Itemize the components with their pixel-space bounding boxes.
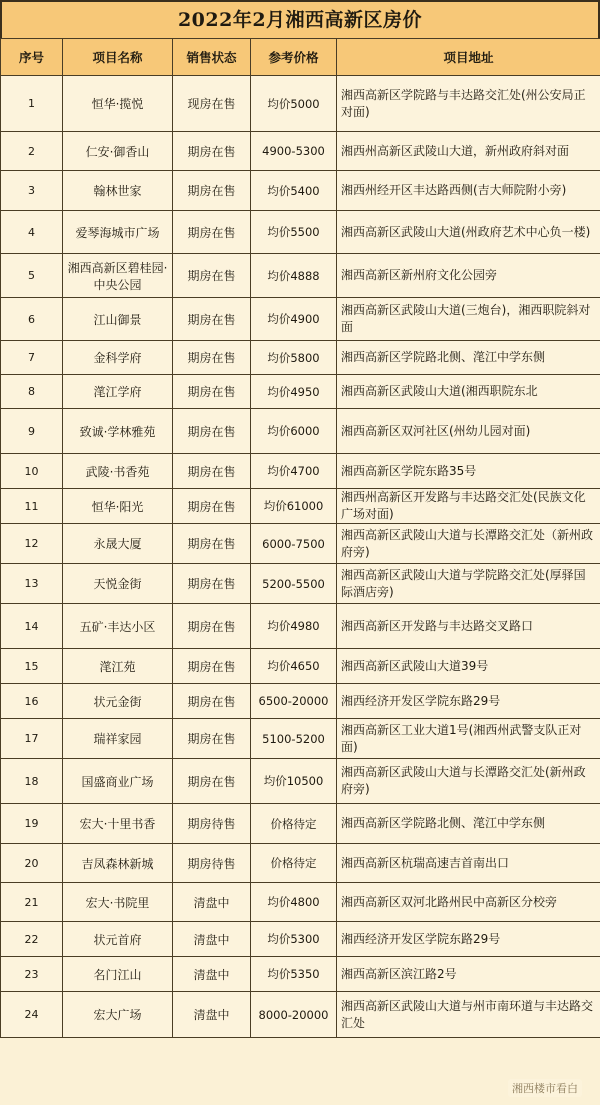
row-number: 8 — [1, 375, 63, 409]
table-row — [1, 719, 600, 759]
sales-status: 期房在售 — [173, 564, 251, 604]
project-address: 湘西高新区武陵山大道(州政府艺术中心负一楼) — [337, 211, 600, 254]
project-name: 天悦金街 — [63, 564, 173, 604]
reference-price: 均价4800 — [251, 883, 337, 922]
project-name: 国盛商业广场 — [63, 759, 173, 804]
row-number: 2 — [1, 132, 63, 171]
sales-status: 期房在售 — [173, 132, 251, 171]
row-number: 6 — [1, 298, 63, 341]
project-address: 湘西高新区学院东路35号 — [337, 454, 600, 489]
table-row — [1, 922, 600, 957]
project-name: 状元金街 — [63, 684, 173, 719]
sales-status: 期房在售 — [173, 341, 251, 375]
project-name: 宏大·书院里 — [63, 883, 173, 922]
project-name: 永晟大厦 — [63, 524, 173, 564]
row-number: 19 — [1, 804, 63, 844]
table-row — [1, 883, 600, 922]
table-row — [1, 684, 600, 719]
table-row — [1, 298, 600, 341]
project-name: 仁安·御香山 — [63, 132, 173, 171]
sales-status: 期房在售 — [173, 719, 251, 759]
project-name: 宏大·十里书香 — [63, 804, 173, 844]
project-address: 湘西高新区武陵山大道与州市南环道与丰达路交汇处 — [337, 992, 600, 1038]
reference-price: 均价5800 — [251, 341, 337, 375]
sales-status: 期房在售 — [173, 684, 251, 719]
table-row — [1, 844, 600, 883]
row-number: 7 — [1, 341, 63, 375]
project-name: 状元首府 — [63, 922, 173, 957]
reference-price: 均价6000 — [251, 409, 337, 454]
project-address: 湘西高新区学院路北侧、滗江中学东侧 — [337, 804, 600, 844]
sales-status: 期房在售 — [173, 649, 251, 684]
reference-price: 均价4650 — [251, 649, 337, 684]
sales-status: 期房在售 — [173, 211, 251, 254]
row-number: 1 — [1, 76, 63, 132]
table-row — [1, 564, 600, 604]
sales-status: 清盘中 — [173, 992, 251, 1038]
project-address: 湘西高新区武陵山大道(三炮台)，湘西职院斜对面 — [337, 298, 600, 341]
sheet-title: 2022年2月湘西高新区房价 — [0, 0, 600, 38]
project-address: 湘西高新区滨江路2号 — [337, 957, 600, 992]
reference-price: 5200-5500 — [251, 564, 337, 604]
table-row — [1, 957, 600, 992]
table-row — [1, 992, 600, 1038]
table-row — [1, 649, 600, 684]
row-number: 20 — [1, 844, 63, 883]
table-row — [1, 454, 600, 489]
project-address: 湘西高新区武陵山大道(湘西职院东北 — [337, 375, 600, 409]
header-no: 序号 — [1, 39, 63, 76]
header-status: 销售状态 — [173, 39, 251, 76]
header-address: 项目地址 — [337, 39, 600, 76]
project-address: 湘西经济开发区学院东路29号 — [337, 922, 600, 957]
row-number: 13 — [1, 564, 63, 604]
sales-status: 期房在售 — [173, 759, 251, 804]
row-number: 23 — [1, 957, 63, 992]
row-number: 17 — [1, 719, 63, 759]
sales-status: 期房在售 — [173, 489, 251, 524]
row-number: 21 — [1, 883, 63, 922]
sales-status: 期房在售 — [173, 454, 251, 489]
reference-price: 均价61000 — [251, 489, 337, 524]
project-name: 恒华·阳光 — [63, 489, 173, 524]
reference-price: 均价10500 — [251, 759, 337, 804]
project-address: 湘西州高新区武陵山大道，新州政府斜对面 — [337, 132, 600, 171]
project-name: 五矿·丰达小区 — [63, 604, 173, 649]
reference-price: 4900-5300 — [251, 132, 337, 171]
row-number: 12 — [1, 524, 63, 564]
reference-price: 均价4980 — [251, 604, 337, 649]
reference-price: 均价4888 — [251, 254, 337, 298]
project-name: 瑞祥家园 — [63, 719, 173, 759]
reference-price: 均价5500 — [251, 211, 337, 254]
project-name: 滗江学府 — [63, 375, 173, 409]
row-number: 5 — [1, 254, 63, 298]
row-number: 16 — [1, 684, 63, 719]
project-name: 滗江苑 — [63, 649, 173, 684]
project-address: 湘西高新区武陵山大道与长潭路交汇处(新州政府旁) — [337, 759, 600, 804]
row-number: 9 — [1, 409, 63, 454]
project-name: 金科学府 — [63, 341, 173, 375]
row-number: 11 — [1, 489, 63, 524]
project-address: 湘西经济开发区学院东路29号 — [337, 684, 600, 719]
sales-status: 期房在售 — [173, 604, 251, 649]
table-row — [1, 524, 600, 564]
table-row — [1, 759, 600, 804]
table-body — [1, 76, 600, 1038]
row-number: 3 — [1, 171, 63, 211]
reference-price: 6500-20000 — [251, 684, 337, 719]
sales-status: 期房在售 — [173, 524, 251, 564]
project-name: 致诚·学林雅苑 — [63, 409, 173, 454]
reference-price: 均价5350 — [251, 957, 337, 992]
table-row — [1, 604, 600, 649]
sales-status: 清盘中 — [173, 883, 251, 922]
table-row — [1, 211, 600, 254]
row-number: 22 — [1, 922, 63, 957]
reference-price: 均价5400 — [251, 171, 337, 211]
project-name: 武陵·书香苑 — [63, 454, 173, 489]
project-name: 翰林世家 — [63, 171, 173, 211]
project-name: 湘西高新区碧桂园·中央公园 — [63, 254, 173, 298]
table-row — [1, 132, 600, 171]
project-address: 湘西高新区新州府文化公园旁 — [337, 254, 600, 298]
row-number: 18 — [1, 759, 63, 804]
project-address: 湘西高新区武陵山大道与长潭路交汇处（新州政府旁) — [337, 524, 600, 564]
sales-status: 期房在售 — [173, 409, 251, 454]
reference-price: 均价5000 — [251, 76, 337, 132]
project-address: 湘西高新区学院路与丰达路交汇处(州公安局正对面) — [337, 76, 600, 132]
project-address: 湘西州经开区丰达路西侧(吉大师院附小旁) — [337, 171, 600, 211]
project-address: 湘西高新区学院路北侧、滗江中学东侧 — [337, 341, 600, 375]
header-row — [1, 39, 600, 76]
project-name: 宏大广场 — [63, 992, 173, 1038]
project-address: 湘西高新区开发路与丰达路交叉路口 — [337, 604, 600, 649]
sales-status: 清盘中 — [173, 957, 251, 992]
sales-status: 期房在售 — [173, 375, 251, 409]
table-row — [1, 254, 600, 298]
project-address: 湘西高新区双河北路州民中高新区分校旁 — [337, 883, 600, 922]
reference-price: 8000-20000 — [251, 992, 337, 1038]
reference-price: 均价5300 — [251, 922, 337, 957]
row-number: 15 — [1, 649, 63, 684]
sales-status: 现房在售 — [173, 76, 251, 132]
sales-status: 期房在售 — [173, 254, 251, 298]
sales-status: 期房在售 — [173, 298, 251, 341]
table-row — [1, 375, 600, 409]
header-price: 参考价格 — [251, 39, 337, 76]
reference-price: 6000-7500 — [251, 524, 337, 564]
row-number: 4 — [1, 211, 63, 254]
table-row — [1, 341, 600, 375]
table-row — [1, 804, 600, 844]
reference-price: 价格待定 — [251, 804, 337, 844]
header-name: 项目名称 — [63, 39, 173, 76]
watermark-label: 湘西楼市看白 — [508, 1079, 582, 1097]
project-address: 湘西高新区武陵山大道39号 — [337, 649, 600, 684]
row-number: 14 — [1, 604, 63, 649]
sales-status: 期房在售 — [173, 171, 251, 211]
table-row — [1, 171, 600, 211]
table-row — [1, 409, 600, 454]
row-number: 10 — [1, 454, 63, 489]
reference-price: 均价4950 — [251, 375, 337, 409]
sales-status: 期房待售 — [173, 804, 251, 844]
project-name: 名门江山 — [63, 957, 173, 992]
reference-price: 5100-5200 — [251, 719, 337, 759]
project-address: 湘西高新区武陵山大道与学院路交汇处(厚驿国际酒店旁) — [337, 564, 600, 604]
project-address: 湘西高新区双河社区(州幼儿园对面) — [337, 409, 600, 454]
reference-price: 均价4900 — [251, 298, 337, 341]
project-name: 江山御景 — [63, 298, 173, 341]
table-row — [1, 76, 600, 132]
project-address: 湘西高新区工业大道1号(湘西州武警支队正对面) — [337, 719, 600, 759]
reference-price: 均价4700 — [251, 454, 337, 489]
sales-status: 期房待售 — [173, 844, 251, 883]
project-address: 湘西州高新区开发路与丰达路交汇处(民族文化广场对面) — [337, 489, 600, 524]
project-name: 爱琴海城市广场 — [63, 211, 173, 254]
project-address: 湘西高新区杭瑞高速吉首南出口 — [337, 844, 600, 883]
table-row — [1, 489, 600, 524]
sales-status: 清盘中 — [173, 922, 251, 957]
row-number: 24 — [1, 992, 63, 1038]
reference-price: 价格待定 — [251, 844, 337, 883]
project-name: 恒华·揽悦 — [63, 76, 173, 132]
price-table — [0, 38, 600, 1038]
project-name: 吉凤森林新城 — [63, 844, 173, 883]
